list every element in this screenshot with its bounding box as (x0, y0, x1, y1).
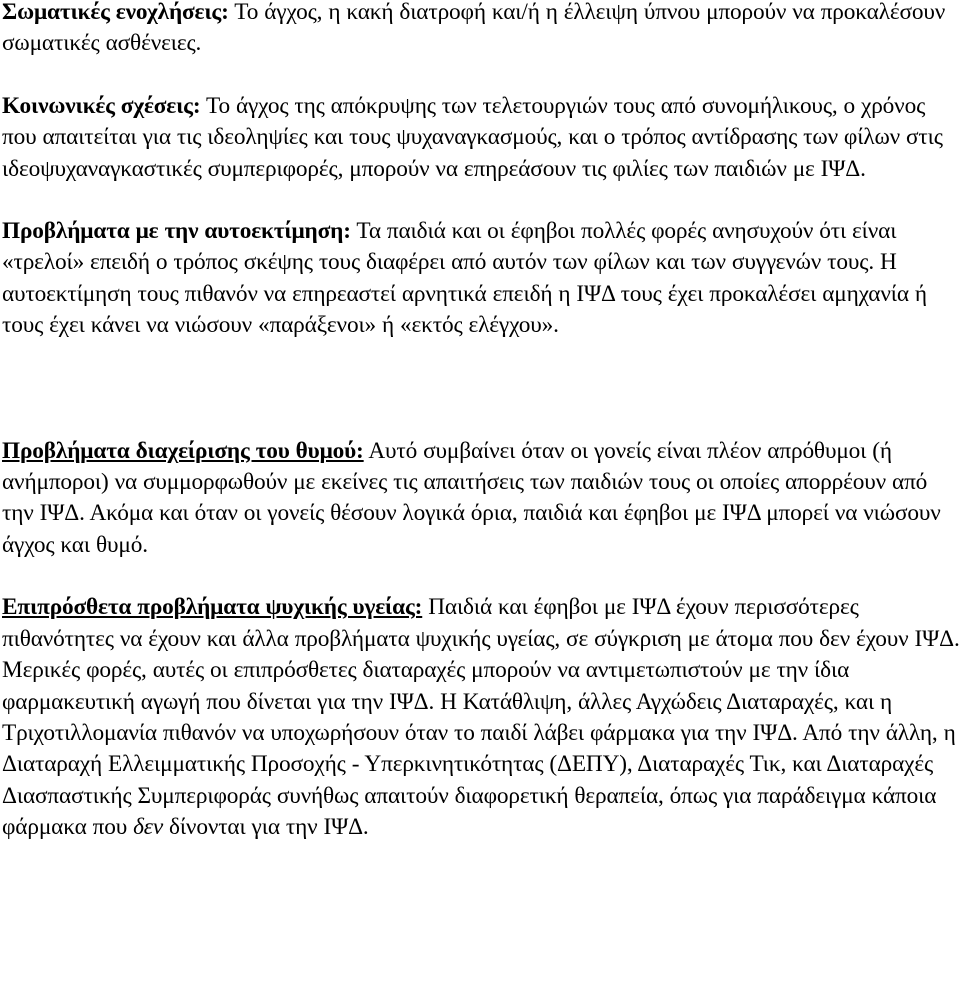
paragraph-physical-complaints (2, 0, 960, 60)
paragraph-anger-management (2, 436, 960, 562)
paragraph-social-relations (2, 91, 960, 185)
heading-self-esteem: Προβλήματα με την αυτοεκτίμηση: (2, 218, 351, 245)
text-anger-management: Αυτό συμβαίνει όταν οι γονείς είναι πλέον απρόθυμοι (ή ανήμποροι) να συμμορφωθούν με εκείνες τις απαιτήσεις των παιδιών τους οι οποίες απορρέουν από την ΙΨΔ. Ακόμα και όταν οι γονείς θέσουν λογικά όρια, παιδιά και έφηβοι με ΙΨΔ μπορεί να νιώσουν άγχος και θυμό. (2, 437, 941, 558)
text-physical-complaints: Το άγχος, η κακή διατροφή και/ή η έλλειψη ύπνου μπορούν να προκαλέσουν σωματικές ασθένειες. (2, 0, 946, 57)
heading-additional-mental-health: Επιπρόσθετα προβλήματα ψυχικής υγείας: (2, 594, 423, 621)
heading-social-relations: Κοινωνικές σχέσεις: (2, 92, 201, 119)
document-page (2, 0, 960, 844)
heading-anger-management: Προβλήματα διαχείρισης του θυμού: (2, 437, 364, 464)
paragraph-additional-mental-health (2, 592, 960, 843)
text-additional-mental-health-after: δίνονται για την ΙΨΔ. (163, 814, 369, 841)
paragraph-self-esteem (2, 216, 960, 342)
text-additional-mental-health-before: Παιδιά και έφηβοι με ΙΨΔ έχουν περισσότερες πιθανότητες να έχουν και άλλα προβλήματα ψυχικής υγείας, σε σύγκριση με άτομα που δεν έχουν ΙΨΔ. Μερικές φορές, αυτές οι επιπρόσθετες διαταραχές μπορούν να αντιμετωπιστούν με την ίδια φαρμακευτική αγωγή που δίνεται για την ΙΨΔ. Η Κατάθλιψη, άλλες Αγχώδεις Διαταραχές, και η Τριχοτιλλομανία πιθανόν να υποχωρήσουν όταν το παιδί λάβει φάρμακα για την ΙΨΔ. Από την άλλη, η Διαταραχή Ελλειμματικής Προσοχής - Υπερκινητικότητας (ΔΕΠΥ), Διαταραχές Τικ, και Διαταραχές Διασπαστικής Συμπεριφοράς συνήθως απαιτούν διαφορετική θεραπεία, όπως για παράδειγμα κάποια φάρμακα που (2, 594, 960, 841)
heading-physical-complaints: Σωματικές ενοχλήσεις: (2, 0, 229, 25)
text-self-esteem: Τα παιδιά και οι έφηβοι πολλές φορές ανησυχούν ότι είναι «τρελοί» επειδή ο τρόπος σκέψης τους διαφέρει από αυτόν των φίλων και των συγγενών τους. Η αυτοεκτίμηση τους πιθανόν να επηρεαστεί αρνητικά επειδή η ΙΨΔ τους έχει προκαλέσει αμηχανία ή τους έχει κάνει να νιώσουν «παράξενοι» ή «εκτός ελέγχου». (2, 218, 927, 339)
text-additional-mental-health-emphasis: δεν (133, 814, 164, 841)
text-social-relations: Το άγχος της απόκρυψης των τελετουργιών τους από συνομήλικους, ο χρόνος που απαιτείται για τις ιδεοληψίες και τους ψυχαναγκασμούς, και ο τρόπος αντίδρασης των φίλων στις ιδεοψυχαναγκαστικές συμπεριφορές, μπορούν να επηρεάσουν τις φιλίες των παιδιών με ΙΨΔ. (2, 92, 943, 182)
